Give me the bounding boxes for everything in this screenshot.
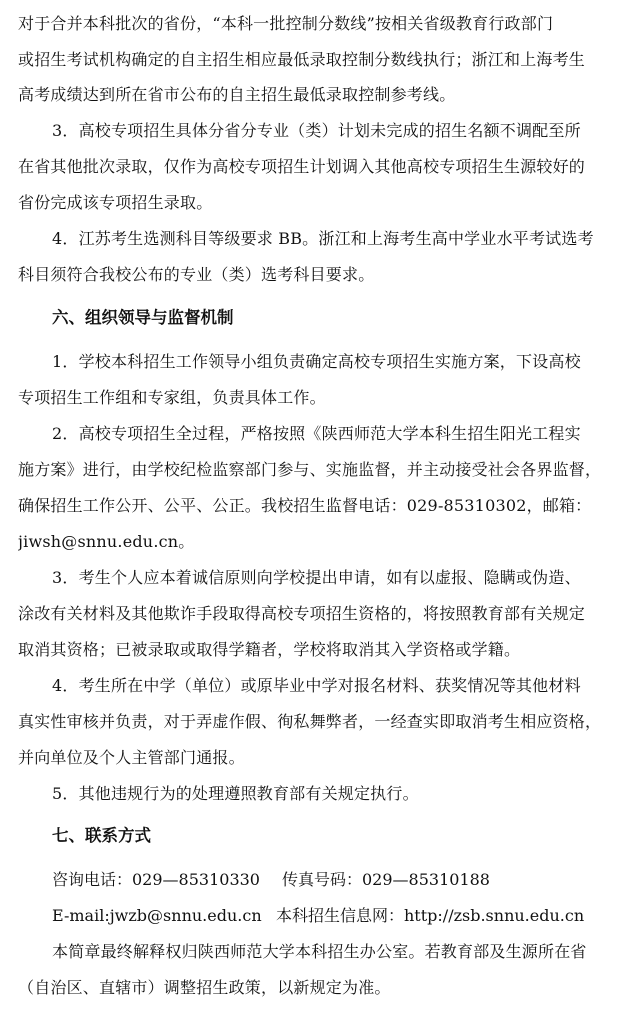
text-line: 涂改有关材料及其他欺诈手段取得高校专项招生资格的，将按照教育部有关规定 — [18, 604, 586, 623]
section-heading: 七、联系方式 — [52, 826, 151, 845]
text-line: 并向单位及个人主管部门通报。 — [18, 748, 245, 767]
text-line: （自治区、直辖市）调整招生政策，以新规定为准。 — [18, 978, 391, 997]
text-line: 施方案》进行，由学校纪检监察部门参与、实施监督，并主动接受社会各界监督， — [18, 460, 602, 479]
text-line: 高考成绩达到所在省市公布的自主招生最低录取控制参考线。 — [18, 85, 456, 104]
contact-website: 本科招生信息网：http://zsb.snnu.edu.cn — [276, 906, 585, 925]
contact-fax: 传真号码：029—85310188 — [282, 870, 490, 889]
text-line: 省份完成该专项招生录取。 — [18, 193, 213, 212]
text-line: 3．高校专项招生具体分省分专业（类）计划未完成的招生名额不调配至所 — [52, 121, 581, 140]
text-line: 科目须符合我校公布的专业（类）选考科目要求。 — [18, 265, 375, 284]
section-heading: 六、组织领导与监督机制 — [52, 308, 234, 327]
text-line: 2．高校专项招生全过程，严格按照《陕西师范大学本科生招生阳光工程实 — [52, 424, 581, 443]
text-line: jiwsh@snnu.edu.cn。 — [18, 532, 195, 551]
text-line: 4．江苏考生选测科目等级要求 BB。浙江和上海考生高中学业水平考试选考 — [52, 229, 594, 248]
text-line: 本简章最终解释权归陕西师范大学本科招生办公室。若教育部及生源所在省 — [52, 942, 587, 961]
contact-phone: 咨询电话：029—85310330 — [52, 870, 260, 889]
text-line: 确保招生工作公开、公平、公正。我校招生监督电话：029-85310302，邮箱： — [18, 496, 592, 515]
text-line: 在省其他批次录取，仅作为高校专项招生计划调入其他高校专项招生生源较好的 — [18, 157, 586, 176]
text-line: 真实性审核并负责，对于弄虚作假、徇私舞弊者，一经查实即取消考生相应资格， — [18, 712, 602, 731]
text-line: 取消其资格；已被录取或取得学籍者，学校将取消其入学资格或学籍。 — [18, 640, 521, 659]
text-line: 或招生考试机构确定的自主招生相应最低录取控制分数线执行；浙江和上海考生 — [18, 50, 586, 69]
text-line: 3．考生个人应本着诚信原则向学校提出申请，如有以虚报、隐瞒或伪造、 — [52, 568, 581, 587]
text-line: 4．考生所在中学（单位）或原毕业中学对报名材料、获奖情况等其他材料 — [52, 676, 581, 695]
contact-email: E-mail:jwzb@snnu.edu.cn — [52, 906, 262, 925]
text-line: 5．其他违规行为的处理遵照教育部有关规定执行。 — [52, 784, 419, 803]
text-line: 专项招生工作组和专家组，负责具体工作。 — [18, 388, 326, 407]
text-line: 1．学校本科招生工作领导小组负责确定高校专项招生实施方案，下设高校 — [52, 352, 581, 371]
text-line: 对于合并本科批次的省份，“本科一批控制分数线”按相关省级教育行政部门 — [18, 14, 554, 33]
